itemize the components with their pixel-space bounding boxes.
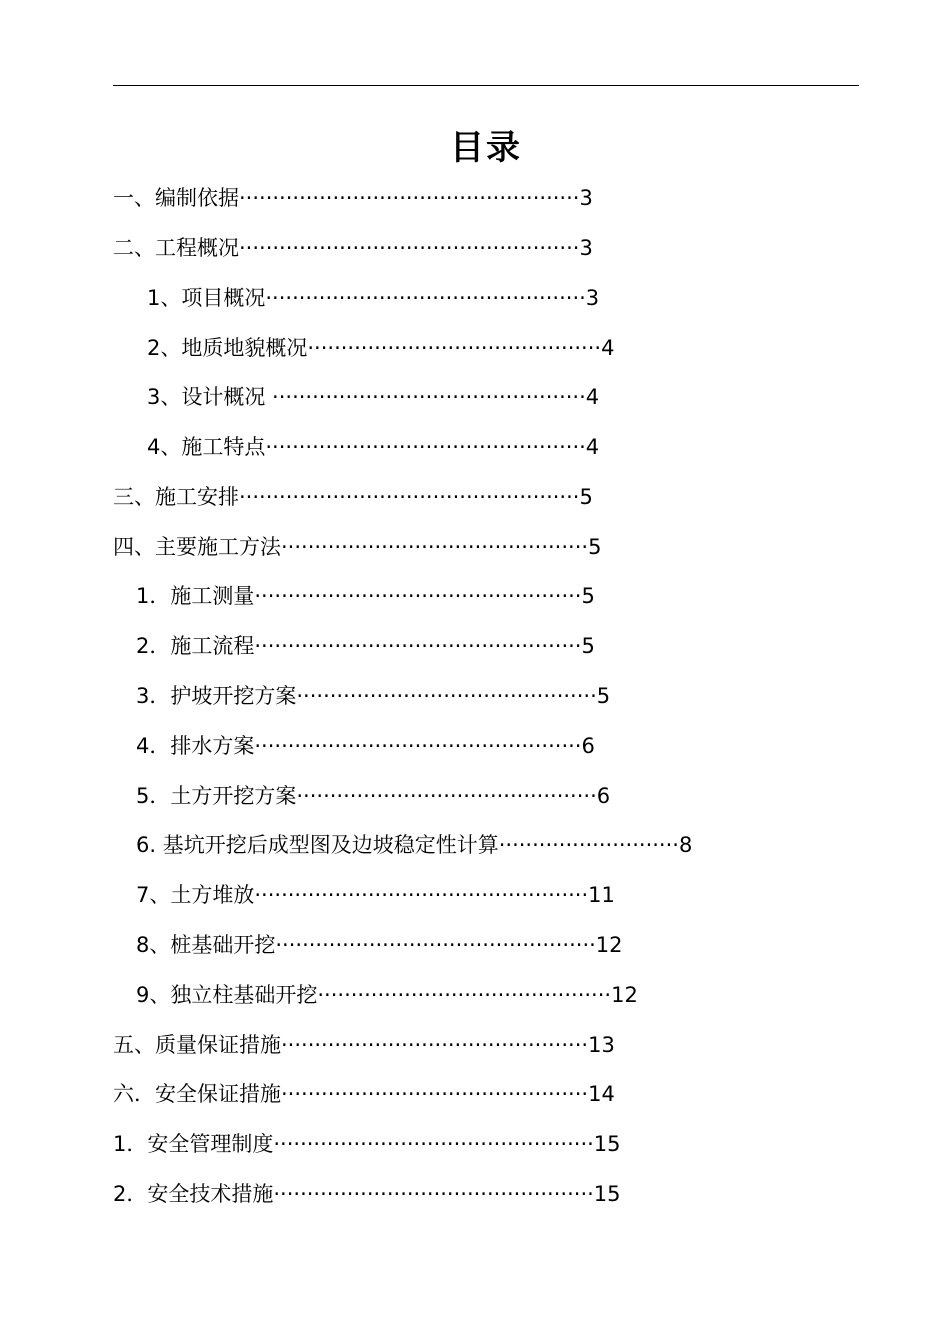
toc-entry[interactable] (147, 334, 614, 362)
toc-leader-dots: ··············································· (272, 385, 586, 409)
toc-page-number: 5 (581, 634, 595, 658)
toc-entry-label: 6. 基坑开挖后成型图及边坡稳定性计算 (136, 833, 499, 857)
toc-leader-dots: ············································· (296, 784, 597, 808)
toc-page-number: 6 (596, 784, 611, 808)
toc-page-number: 5 (579, 485, 593, 509)
toc-leader-dots: ················································ (273, 1132, 594, 1156)
toc-entry-label: 1、项目概况 (147, 286, 266, 310)
toc-leader-dots: ··················································· (239, 236, 580, 260)
toc-entry[interactable] (147, 433, 599, 461)
toc-entry[interactable] (136, 582, 595, 610)
toc-page-number: 5 (588, 535, 602, 559)
toc-entry-label: 四、主要施工方法 (113, 535, 281, 559)
toc-leader-dots: ············································· (296, 684, 597, 708)
toc-leader-dots: ················································ (275, 933, 596, 957)
toc-page-number: 5 (596, 684, 611, 708)
toc-page-number: 11 (588, 883, 615, 907)
toc-page-number: 12 (595, 933, 623, 957)
toc-entry-label: 1．施工测量 (136, 584, 255, 608)
toc-entry[interactable] (147, 383, 599, 411)
toc-entry[interactable] (136, 931, 623, 959)
toc-page-number: 15 (593, 1132, 621, 1156)
toc-leader-dots: ·············································· (281, 1082, 589, 1106)
toc-entry-label: 二、工程概况 (113, 236, 239, 260)
toc-page-number: 4 (585, 385, 600, 409)
toc-leader-dots: ··························· (498, 833, 679, 857)
toc-page-number: 3 (585, 286, 600, 310)
toc-leader-dots: ················································ (265, 286, 586, 310)
toc-leader-dots: ············································ (307, 336, 602, 360)
toc-entry[interactable] (113, 1080, 615, 1108)
toc-page-number: 8 (678, 833, 693, 857)
toc-page-number: 14 (588, 1082, 615, 1106)
toc-leader-dots: ·················································· (254, 883, 589, 907)
toc-entry[interactable] (113, 483, 593, 511)
toc-entry[interactable] (136, 732, 595, 760)
toc-entry-label: 5．土方开挖方案 (136, 784, 297, 808)
toc-leader-dots: ··················································· (239, 186, 580, 210)
toc-leader-dots: ················································ (265, 435, 586, 459)
toc-entry-label: 2、地质地貌概况 (147, 336, 308, 360)
toc-leader-dots: ············································ (317, 983, 612, 1007)
toc-entry[interactable] (136, 981, 638, 1009)
toc-page-number: 3 (579, 186, 593, 210)
toc-entry[interactable] (136, 682, 610, 710)
toc-leader-dots: ················································· (254, 634, 582, 658)
toc-entry-label: 六．安全保证措施 (113, 1082, 281, 1106)
toc-entry[interactable] (136, 782, 610, 810)
toc-page-number: 3 (579, 236, 593, 260)
toc-entry[interactable] (113, 184, 593, 212)
toc-leader-dots: ················································· (254, 584, 582, 608)
toc-entry-label: 3．护坡开挖方案 (136, 684, 297, 708)
header-rule (113, 85, 859, 86)
toc-entry-label: 8、桩基础开挖 (136, 933, 276, 957)
toc-page-number: 6 (581, 734, 595, 758)
toc-entry-label: 7、土方堆放 (136, 883, 255, 907)
toc-entry-label: 五、质量保证措施 (113, 1033, 281, 1057)
toc-entry[interactable] (113, 1130, 621, 1158)
toc-entry-label: 3、设计概况 (147, 385, 273, 409)
toc-page-number: 5 (581, 584, 595, 608)
toc-entry[interactable] (113, 533, 601, 561)
page-title: 目录 (450, 128, 522, 168)
toc-entry[interactable] (113, 1180, 621, 1208)
toc-leader-dots: ················································· (254, 734, 582, 758)
toc-page-number: 13 (588, 1033, 615, 1057)
toc-entry-label: 2．安全技术措施 (113, 1182, 274, 1206)
toc-page-number: 4 (585, 435, 600, 459)
toc-entry[interactable] (113, 234, 593, 262)
toc-entry-label: 三、施工安排 (113, 485, 239, 509)
toc-leader-dots: ·············································· (281, 535, 589, 559)
toc-entry-label: 1．安全管理制度 (113, 1132, 274, 1156)
toc-entry[interactable] (136, 831, 692, 859)
toc-entry[interactable] (147, 284, 599, 312)
toc-leader-dots: ················································ (273, 1182, 594, 1206)
toc-entry-label: 4．排水方案 (136, 734, 255, 758)
toc-entry[interactable] (136, 632, 595, 660)
toc-page-number: 12 (611, 983, 638, 1007)
toc-entry[interactable] (136, 881, 615, 909)
toc-page-number: 15 (593, 1182, 621, 1206)
toc-page-number: 4 (601, 336, 615, 360)
toc-leader-dots: ··················································· (239, 485, 580, 509)
toc-entry-label: 9、独立柱基础开挖 (136, 983, 318, 1007)
toc-leader-dots: ·············································· (281, 1033, 589, 1057)
toc-entry-label: 4、施工特点 (147, 435, 266, 459)
toc-entry[interactable] (113, 1031, 615, 1059)
toc-entry-label: 2．施工流程 (136, 634, 255, 658)
toc-entry-label: 一、编制依据 (113, 186, 239, 210)
